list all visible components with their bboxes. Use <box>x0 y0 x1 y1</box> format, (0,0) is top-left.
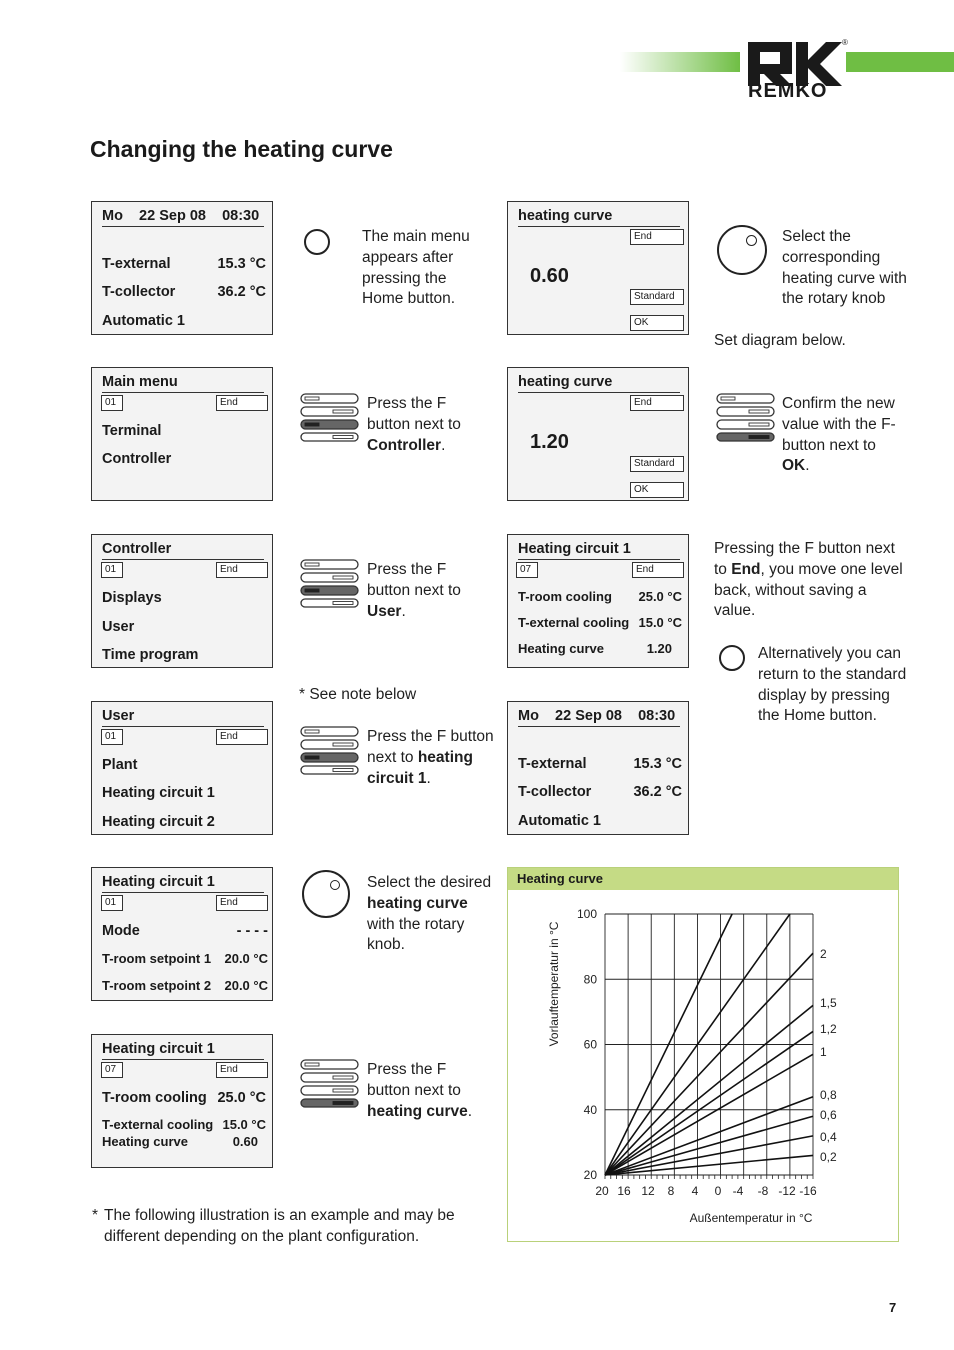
chart-svg <box>508 890 898 1240</box>
end-field: End <box>216 729 268 745</box>
y-tick-label: 40 <box>583 1102 597 1117</box>
menu-item: Mode - - - - <box>102 923 268 939</box>
display-main-menu <box>91 367 273 501</box>
standard-field: Standard <box>630 289 684 305</box>
menu-item: Time program <box>102 647 199 663</box>
display-header: Heating circuit 1 <box>102 872 264 893</box>
footnote-text: The following illustration is an example and may be different depending on the plant configuration. <box>104 1207 455 1245</box>
curve-value: 0.60 <box>530 265 569 287</box>
menu-item: Controller <box>102 451 172 467</box>
instruction-text: Confirm the new value with the F-button next to OK. <box>782 395 896 475</box>
display-user <box>91 701 273 835</box>
menu-item: User <box>102 619 135 635</box>
curve-label: 2 <box>820 947 827 961</box>
end-field: End <box>216 895 268 911</box>
rotary-knob-icon <box>717 225 767 275</box>
menu-item: T-room cooling 25.0 °C <box>518 589 682 604</box>
menu-item: T-room setpoint 2 20.0 °C <box>102 978 268 993</box>
heating-curve-line <box>605 1031 813 1175</box>
display-heating-circuit-07 <box>91 1034 273 1168</box>
heating-curve-line <box>605 1097 813 1175</box>
heating-curve-line <box>605 1155 813 1175</box>
menu-item: Heating circuit 2 <box>102 814 215 830</box>
display-header: Mo 22 Sep 08 08:30 <box>102 206 264 227</box>
page-title: Changing the heating curve <box>90 136 393 162</box>
heating-curve-line <box>605 1116 813 1175</box>
curve-label: 0,8 <box>820 1088 837 1102</box>
x-tick-label: -12 <box>778 1184 796 1198</box>
x-tick-label: 8 <box>667 1184 675 1198</box>
f-button-panel-icon <box>300 558 360 608</box>
menu-item: T-external cooling 15.0 °C <box>102 1117 266 1132</box>
display-header: User <box>102 706 264 727</box>
y-tick-label: 60 <box>583 1037 597 1052</box>
x-tick-label: 0 <box>714 1184 722 1198</box>
f-button-panel-icon <box>300 392 360 442</box>
curve-label: 1,5 <box>820 996 837 1010</box>
x-tick-label: 16 <box>617 1184 631 1198</box>
x-tick-label: 20 <box>595 1184 609 1198</box>
display-heating-curve <box>507 367 689 501</box>
menu-item: T-room setpoint 1 20.0 °C <box>102 951 268 966</box>
display-controller <box>91 534 273 668</box>
display-header: Controller <box>102 539 264 560</box>
menu-index: 07 <box>101 1062 123 1078</box>
end-field: End <box>630 395 684 411</box>
display-row: T-external 15.3 °C <box>102 256 266 272</box>
instruction-text: Press the F button next to Controller. <box>367 395 461 454</box>
end-field: End <box>216 395 268 411</box>
display-row: Automatic 1 <box>102 313 185 329</box>
menu-item: Terminal <box>102 423 162 439</box>
end-field: End <box>630 229 684 245</box>
brand-name: REMKO <box>748 80 828 102</box>
display-heating-curve <box>507 201 689 335</box>
menu-item: Heating curve 1.20 <box>518 641 672 656</box>
trademark-symbol: ® <box>842 38 848 47</box>
chart-title: Heating curve <box>508 868 898 890</box>
menu-index: 07 <box>516 562 538 578</box>
instruction-text: Alternatively you can return to the standard display by pressing the Home button. <box>758 645 907 725</box>
ok-field: OK <box>630 482 684 498</box>
x-tick-label: -8 <box>757 1184 769 1198</box>
display-row: Automatic 1 <box>518 813 601 829</box>
instruction-text: Press the F button next to heating curve. <box>367 1061 473 1120</box>
brand-stripe-right <box>846 52 954 72</box>
f-button-panel-icon <box>300 725 360 775</box>
menu-item: Heating curve 0.60 <box>102 1134 258 1149</box>
display-row: T-external 15.3 °C <box>518 756 682 772</box>
y-tick-label: 80 <box>583 972 597 987</box>
display-header: Heating circuit 1 <box>102 1039 264 1060</box>
curve-label: 0,4 <box>820 1130 837 1144</box>
display-main <box>507 701 689 835</box>
curve-label: 0,2 <box>820 1150 837 1164</box>
x-axis-title: Außentemperatur in °C <box>689 1211 813 1225</box>
x-tick-label: -16 <box>799 1184 817 1198</box>
menu-item: T-room cooling 25.0 °C <box>102 1090 266 1106</box>
y-axis-title: Vorlauftemperatur in °C <box>547 921 561 1047</box>
display-main <box>91 201 273 335</box>
display-heating-circuit-07 <box>507 534 689 668</box>
heating-curve-chart <box>507 867 899 1242</box>
menu-item: Displays <box>102 590 162 606</box>
display-row: T-collector 36.2 °C <box>102 284 266 300</box>
heating-curve-line <box>605 1005 813 1175</box>
display-heating-circuit <box>91 867 273 1001</box>
curve-label: 1,2 <box>820 1022 837 1036</box>
home-button-icon <box>719 645 745 671</box>
display-header: Heating circuit 1 <box>518 539 680 560</box>
end-field: End <box>632 562 684 578</box>
heating-curve-line <box>605 1054 813 1175</box>
standard-field: Standard <box>630 456 684 472</box>
end-field: End <box>216 562 268 578</box>
instruction-text: Set diagram below. <box>714 332 846 349</box>
menu-index: 01 <box>101 729 123 745</box>
footnote-marker: * <box>92 1207 99 1224</box>
ok-field: OK <box>630 315 684 331</box>
home-button-icon <box>304 229 330 255</box>
instruction-text: The main menu appears after pressing the Home button. <box>362 228 470 308</box>
f-button-panel-icon <box>300 1058 360 1108</box>
x-tick-label: -4 <box>732 1184 744 1198</box>
brand-stripe-fade <box>620 52 740 72</box>
instruction-text: Press the F button next to User. <box>367 561 461 620</box>
page-number: 7 <box>889 1300 897 1315</box>
curve-label: 1 <box>820 1045 827 1059</box>
menu-index: 01 <box>101 562 123 578</box>
display-row: T-collector 36.2 °C <box>518 784 682 800</box>
instruction-text: Pressing the F button next to End, you move one level back, without saving a value. <box>714 540 903 620</box>
x-tick-label: 12 <box>641 1184 655 1198</box>
display-header: Mo 22 Sep 08 08:30 <box>518 706 680 727</box>
note-marker: * See note below <box>299 686 417 703</box>
menu-item: T-external cooling 15.0 °C <box>518 615 682 630</box>
menu-index: 01 <box>101 895 123 911</box>
y-tick-label: 20 <box>583 1168 597 1182</box>
rotary-knob-icon <box>302 870 350 918</box>
x-tick-label: 4 <box>691 1184 699 1198</box>
menu-item: Heating circuit 1 <box>102 785 215 801</box>
instruction-text: Press the F button next to heating circuit 1. <box>367 728 494 787</box>
menu-item: Plant <box>102 757 138 773</box>
curve-label: 0,6 <box>820 1108 837 1122</box>
instruction-text: Select the corresponding heating curve with the rotary knob <box>782 228 907 308</box>
display-header: Main menu <box>102 372 264 393</box>
display-header: heating curve <box>518 372 680 393</box>
end-field: End <box>216 1062 268 1078</box>
f-button-panel-icon <box>716 392 776 442</box>
y-tick-label: 100 <box>576 907 597 921</box>
curve-value: 1.20 <box>530 431 569 453</box>
display-header: heating curve <box>518 206 680 227</box>
menu-index: 01 <box>101 395 123 411</box>
instruction-text: Select the desired heating curve with the rotary knob. <box>367 874 492 954</box>
